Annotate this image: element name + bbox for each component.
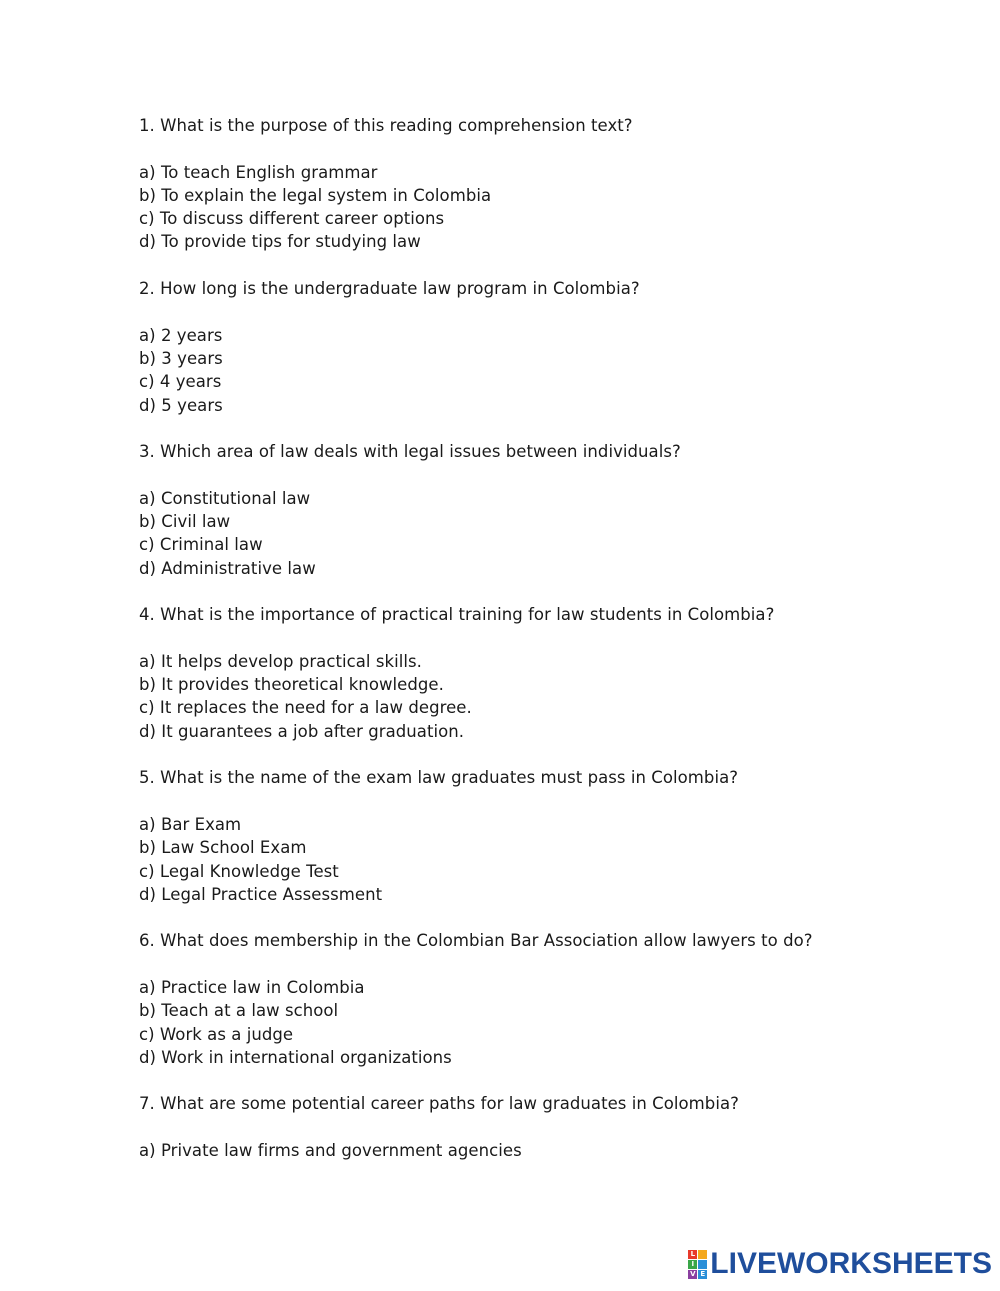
answer-option: b) Law School Exam [139,838,307,858]
logo-block: I [688,1260,697,1269]
question-text: 3. Which area of law deals with legal issues between individuals? [139,442,681,462]
question-block [139,766,919,906]
question-text: 4. What is the importance of practical training for law students in Colombia? [139,605,775,625]
question-block [139,440,919,580]
answer-option: a) Practice law in Colombia [139,977,365,997]
answer-option: b) 3 years [139,348,223,368]
answer-option: a) To teach English grammar [139,162,378,182]
answer-option: b) Teach at a law school [139,1001,339,1021]
question-block [139,929,919,1069]
question-block [139,114,919,254]
logo-text: LIVEWORKSHEETS [710,1247,992,1280]
question-block [139,1092,919,1162]
question-block [139,277,919,417]
question-text: 2. How long is the undergraduate law program in Colombia? [139,279,640,299]
liveworksheets-logo [688,1247,992,1281]
logo-block [698,1250,707,1259]
question-text: 6. What does membership in the Colombian Bar Association allow lawyers to do? [139,931,813,951]
logo-block [698,1260,707,1269]
answer-option: c) Criminal law [139,535,263,555]
logo-blocks-icon [688,1250,707,1279]
answer-option: c) Work as a judge [139,1024,294,1044]
answer-option: c) Legal Knowledge Test [139,861,339,881]
answer-option: d) 5 years [139,395,223,415]
answer-option: a) Bar Exam [139,814,242,834]
logo-block: L [688,1250,697,1259]
question-block [139,603,919,743]
question-text: 7. What are some potential career paths for law graduates in Colombia? [139,1094,739,1114]
answer-option: d) It guarantees a job after graduation. [139,721,465,741]
answer-option: a) 2 years [139,325,223,345]
answer-option: c) It replaces the need for a law degree. [139,698,472,718]
answer-option: a) It helps develop practical skills. [139,651,422,671]
answer-option: c) 4 years [139,372,222,392]
answer-option: b) To explain the legal system in Colombia [139,185,492,205]
answer-option: b) It provides theoretical knowledge. [139,675,444,695]
answer-option: b) Civil law [139,512,231,532]
logo-block: V [690,1269,696,1278]
question-text: 1. What is the purpose of this reading comprehension text? [139,116,633,135]
answer-option: d) Work in international organizations [139,1047,452,1067]
answer-option: d) Legal Practice Assessment [139,884,383,904]
answer-option: c) To discuss different career options [139,209,445,229]
answer-option: a) Constitutional law [139,488,311,508]
answer-option: a) Private law firms and government agencies [139,1141,522,1161]
answer-option: d) To provide tips for studying law [139,232,421,252]
question-text: 5. What is the name of the exam law graduates must pass in Colombia? [139,768,739,788]
question-list [139,114,919,1186]
logo-block: E [698,1270,707,1279]
answer-option: d) Administrative law [139,558,316,578]
